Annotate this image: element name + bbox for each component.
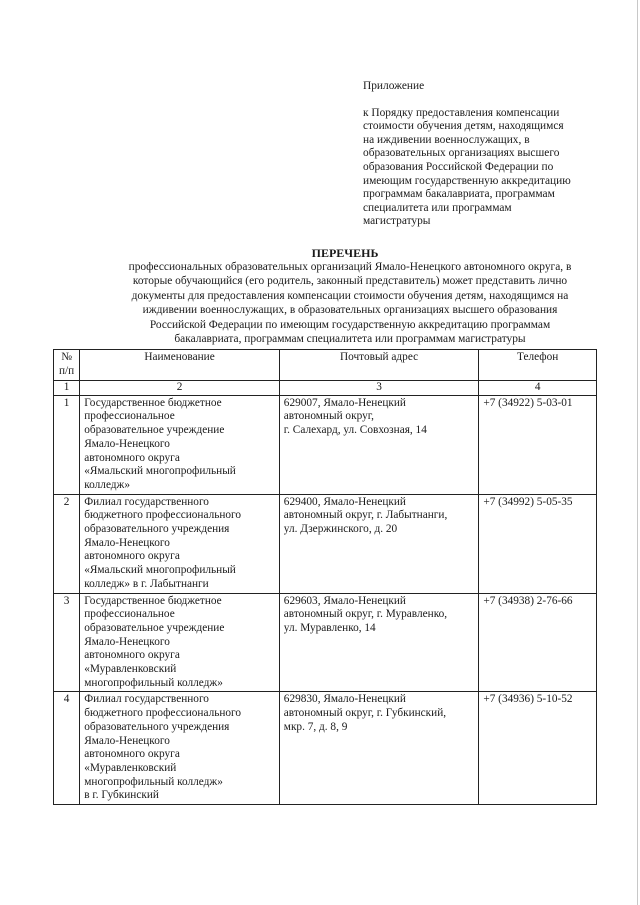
appendix-text: к Порядку предоставления компенсации стоимости обучения детям, находящимся на иждивении военнослужащих, в образовательных организациях высшего образования Российской Федерации по имеющим государственную аккредитацию программам бакалавриата, программам специалитета или программам магистратуры <box>363 106 571 228</box>
document-title: ПЕРЕЧЕНЬ <box>311 246 379 260</box>
header-address: Почтовый адрес <box>279 350 479 381</box>
table-row <box>54 494 597 593</box>
org-phone: +7 (34922) 5-03-01 <box>479 395 597 494</box>
table-header-row <box>54 350 597 381</box>
row-number: 3 <box>54 593 80 692</box>
table-row <box>54 692 597 805</box>
org-phone: +7 (34936) 5-10-52 <box>479 692 597 805</box>
row-number: 2 <box>54 494 80 593</box>
document-subtitle: профессиональных образовательных организаций Ямало-Ненецкого автономного округа, в которые обучающийся (его родитель, законный представитель) может представить лично документы для предоставления компенсации стоимости обучения детям, находящимся на иждивении военнослужащих, в образовательных организациях высшего образования Российской Федерации по имеющим государственную аккредитацию программам бакалавриата, программам специалитета или программам магистратуры <box>128 261 572 346</box>
org-name: Филиал государственного бюджетного профессионального образовательного учреждения Ямало-Ненецкого автономного округа «Ямальский многопрофильный колледж» в г. Лабытнанги <box>80 494 280 593</box>
org-address: 629830, Ямало-Ненецкий автономный округ, г. Губкинский, мкр. 7, д. 8, 9 <box>279 692 479 805</box>
row-number: 1 <box>54 395 80 494</box>
org-address: 629603, Ямало-Ненецкий автономный округ, г. Муравленко, ул. Муравленко, 14 <box>279 593 479 692</box>
col-number: 2 <box>80 381 280 396</box>
org-name: Государственное бюджетное профессиональное образовательное учреждение Ямало-Ненецкого автономного округа «Муравленковский многопрофильный колледж» <box>80 593 280 692</box>
table-row <box>54 593 597 692</box>
appendix-block <box>363 80 623 229</box>
org-name: Государственное бюджетное профессиональное образовательное учреждение Ямало-Ненецкого автономного округа «Ямальский многопрофильный колледж» <box>80 395 280 494</box>
col-number: 3 <box>279 381 479 396</box>
row-number: 4 <box>54 692 80 805</box>
header-phone: Телефон <box>479 350 597 381</box>
col-number: 1 <box>54 381 80 396</box>
organizations-table <box>53 349 597 805</box>
col-number: 4 <box>479 381 597 396</box>
appendix-title: Приложение <box>363 80 425 92</box>
org-phone: +7 (34938) 2-76-66 <box>479 593 597 692</box>
org-name: Филиал государственного бюджетного профессионального образовательного учреждения Ямало-Ненецкого автономного округа «Муравленковский многопрофильный колледж» в г. Губкинский <box>80 692 280 805</box>
org-phone: +7 (34992) 5-05-35 <box>479 494 597 593</box>
header-name: Наименование <box>80 350 280 381</box>
table-row <box>54 395 597 494</box>
column-number-row <box>54 381 597 396</box>
page-edge <box>637 0 638 905</box>
header-num: № п/п <box>54 350 80 381</box>
org-address: 629007, Ямало-Ненецкий автономный округ, г. Салехард, ул. Совхозная, 14 <box>279 395 479 494</box>
org-address: 629400, Ямало-Ненецкий автономный округ, г. Лабытнанги, ул. Дзержинского, д. 20 <box>279 494 479 593</box>
